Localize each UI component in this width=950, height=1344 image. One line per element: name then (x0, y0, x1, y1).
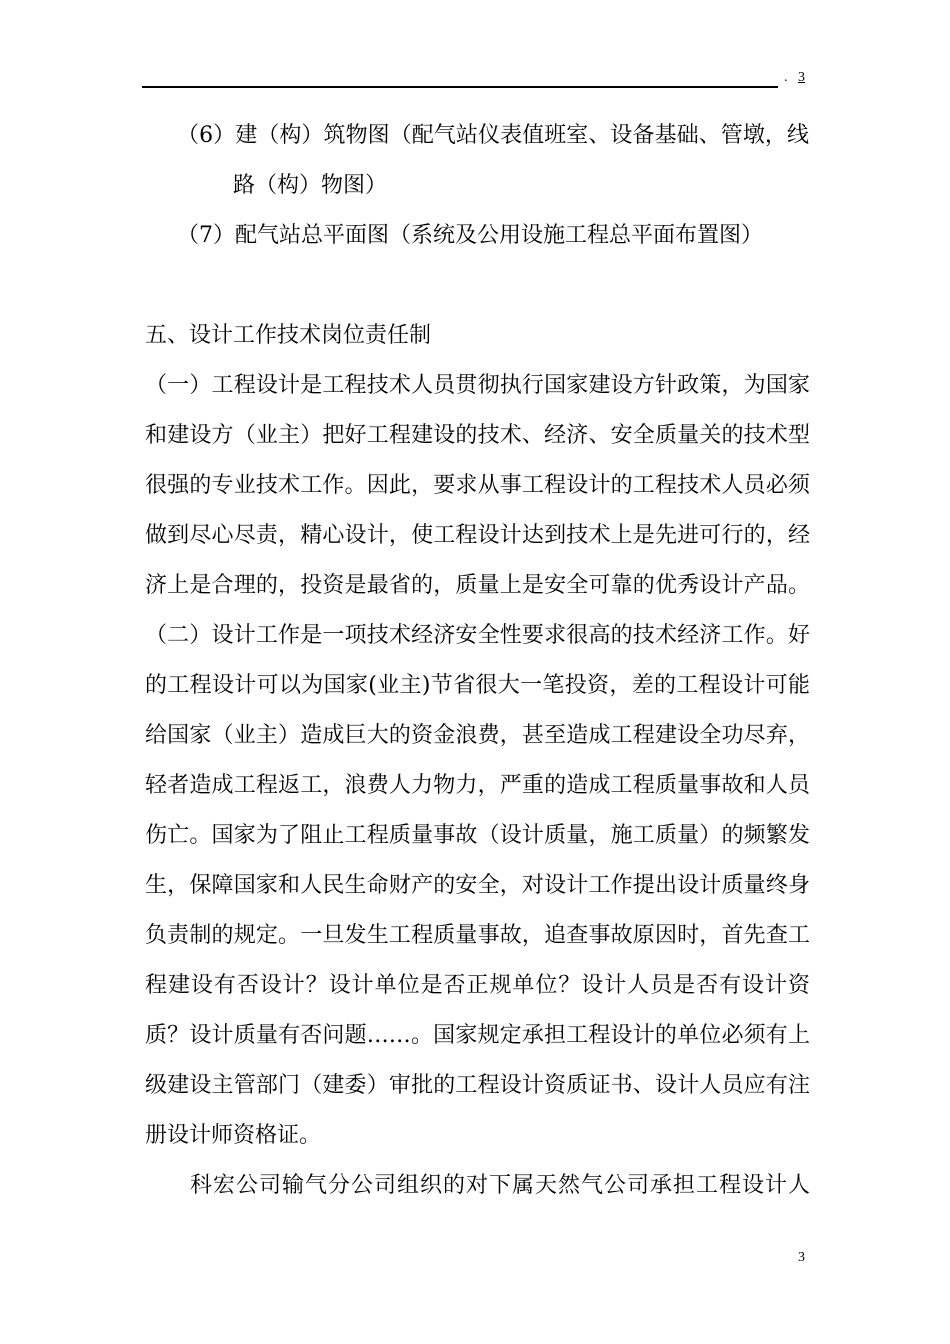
text-line: 伤亡。国家为了阻止工程质量事故（设计质量，施工质量）的频繁发 (145, 823, 810, 848)
text-line: 济上是合理的，投资是最省的，质量上是安全可靠的优秀设计产品。 (145, 573, 810, 598)
text-line: 科宏公司输气分公司组织的对下属天然气公司承担工程设计人 (190, 1173, 810, 1198)
text-line: 负责制的规定。一旦发生工程质量事故，追查事故原因时，首先查工 (145, 923, 810, 948)
footer-page-number: 3 (798, 1250, 805, 1265)
text-line: 做到尽心尽责，精心设计，使工程设计达到技术上是先进可行的，经 (145, 523, 810, 548)
text-line: 和建设方（业主）把好工程建设的技术、经济、安全质量关的技术型 (145, 423, 810, 448)
text-line: 生，保障国家和人民生命财产的安全，对设计工作提出设计质量终身 (145, 873, 810, 898)
text-line: 的工程设计可以为国家(业主)节省很大一笔投资，差的工程设计可能 (145, 673, 810, 698)
text-line: 册设计师资格证。 (145, 1123, 322, 1148)
text-line: （7）配气站总平面图（系统及公用设施工程总平面布置图） (177, 223, 763, 248)
header-rule (142, 86, 778, 88)
text-line: 质？设计质量有否问题……。国家规定承担工程设计的单位必须有上 (145, 1023, 810, 1048)
header-dot: . (784, 70, 788, 85)
text-line: 程建设有否设计？设计单位是否正规单位？设计人员是否有设计资 (145, 973, 810, 998)
text-line: 轻者造成工程返工，浪费人力物力，严重的造成工程质量事故和人员 (145, 773, 810, 798)
text-line: 很强的专业技术工作。因此，要求从事工程设计的工程技术人员必须 (145, 473, 810, 498)
text-line: 五、设计工作技术岗位责任制 (145, 323, 432, 348)
text-line: （二）设计工作是一项技术经济安全性要求很高的技术经济工作。好 (145, 623, 810, 648)
text-line: 级建设主管部门（建委）审批的工程设计资质证书、设计人员应有注 (145, 1073, 810, 1098)
text-line: 给国家（业主）造成巨大的资金浪费，甚至造成工程建设全功尽弃， (145, 723, 810, 748)
text-line: （6）建（构）筑物图（配气站仪表值班室、设备基础、管墩，线 (177, 123, 809, 148)
text-line: （一）工程设计是工程技术人员贯彻执行国家建设方针政策，为国家 (145, 373, 810, 398)
text-line: 路（构）物图） (233, 173, 388, 198)
header-page-number: 3 (798, 70, 805, 85)
